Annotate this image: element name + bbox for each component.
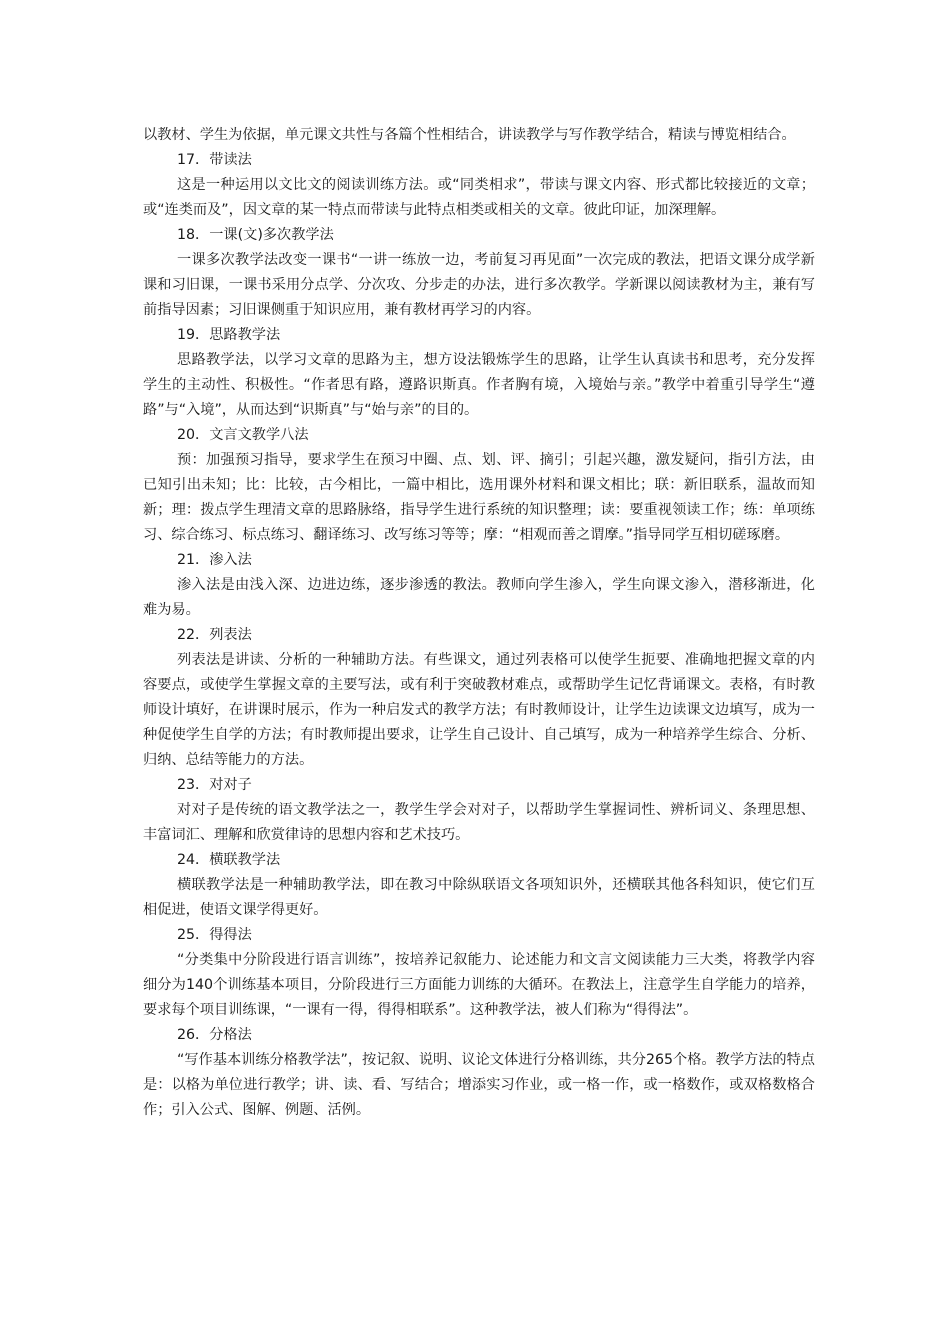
paragraph-continuation: 以教材、学生为依据，单元课文共性与各篇个性相结合，讲读教学与写作教学结合，精读与博览相结合。: [143, 127, 796, 143]
paragraph-19: 思路教学法，以学习文章的思路为主，想方设法锻炼学生的思路，让学生认真读书和思考，充分发挥学生的主动性、积极性。“作者思有路，遵路识斯真。作者胸有境，入境始与亲。”教学中着重引导学生“遵路”与“入境”，从而达到“识斯真”与“始与亲”的目的。: [143, 352, 815, 418]
paragraph-18: 一课多次教学法改变一课书“一讲一练放一边，考前复习再见面”一次完成的教法，把语文课分成学新课和习旧课，一课书采用分点学、分次攻、分步走的办法，进行多次教学。学新课以阅读教材为主，兼有写前指导因素；习旧课侧重于知识应用，兼有教材再学习的内容。: [143, 252, 815, 318]
paragraph-22: 列表法是讲读、分析的一种辅助方法。有些课文，通过列表格可以使学生扼要、准确地把握文章的内容要点，或使学生掌握文章的主要写法，或有利于突破教材难点，或帮助学生记忆背诵课文。表格，有时教师设计填好，在讲课时展示，作为一种启发式的教学方法；有时教师设计，让学生边读课文边填写，成为一种促使学生自学的方法；有时教师提出要求，让学生自己设计、自己填写，成为一种培养学生综合、分析、归纳、总结等能力的方法。: [143, 652, 815, 768]
section-heading-18: 18．一课(文)多次教学法: [177, 227, 334, 243]
section-heading-19: 19．思路教学法: [177, 327, 281, 343]
section-heading-23: 23．对对子: [177, 777, 252, 793]
section-heading-20: 20．文言文教学八法: [177, 427, 309, 443]
paragraph-17: 这是一种运用以文比文的阅读训练方法。或“同类相求”，带读与课文内容、形式都比较接近的文章；或“连类而及”，因文章的某一特点而带读与此特点相类或相关的文章。彼此印证，加深理解。: [143, 177, 815, 218]
section-heading-25: 25．得得法: [177, 927, 252, 943]
paragraph-24: 横联教学法是一种辅助教学法，即在教习中除纵联语文各项知识外，还横联其他各科知识，使它们互相促进，使语文课学得更好。: [143, 877, 815, 918]
section-heading-17: 17．带读法: [177, 152, 252, 168]
section-heading-21: 21．渗入法: [177, 552, 252, 568]
paragraph-25: “分类集中分阶段进行语言训练”，按培养记叙能力、论述能力和文言文阅读能力三大类，将教学内容细分为140个训练基本项目，分阶段进行三方面能力训练的大循环。在教法上，注意学生自学能力的培养，要求每个项目训练课，“一课有一得，得得相联系”。这种教学法，被人们称为“得得法”。: [143, 952, 815, 1018]
paragraph-21: 渗入法是由浅入深、边进边练，逐步渗透的教法。教师向学生渗入，学生向课文渗入，潜移渐进，化难为易。: [143, 577, 815, 618]
paragraph-26: “写作基本训练分格教学法”，按记叙、说明、议论文体进行分格训练，共分265个格。教学方法的特点是：以格为单位进行教学；讲、读、看、写结合；增添实习作业，或一格一作，或一格数作，或双格数格合作；引入公式、图解、例题、活例。: [143, 1052, 815, 1118]
section-heading-22: 22．列表法: [177, 627, 252, 643]
section-heading-24: 24．横联教学法: [177, 852, 281, 868]
paragraph-23: 对对子是传统的语文教学法之一，教学生学会对对子，以帮助学生掌握词性、辨析词义、条理思想、丰富词汇、理解和欣赏律诗的思想内容和艺术技巧。: [143, 802, 815, 843]
paragraph-20: 预：加强预习指导，要求学生在预习中圈、点、划、评、摘引；引起兴趣，激发疑问，指引方法，由已知引出未知；比：比较，古今相比，一篇中相比，选用课外材料和课文相比；联：新旧联系，温故而知新；理：拨点学生理清文章的思路脉络，指导学生进行系统的知识整理；读：要重视领读工作；练：单项练习、综合练习、标点练习、翻译练习、改写练习等等；摩：“相观而善之谓摩。”指导同学互相切磋琢磨。: [143, 452, 815, 543]
document-body: [143, 123, 815, 1123]
section-heading-26: 26．分格法: [177, 1027, 252, 1043]
